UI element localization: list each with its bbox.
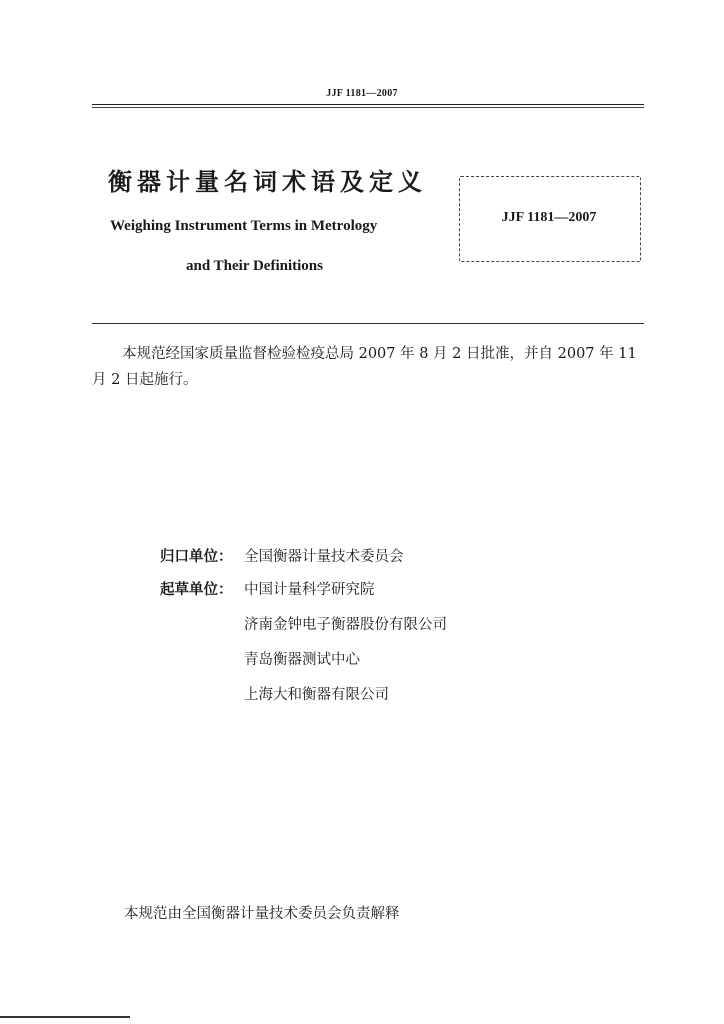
drafting-unit-item: 中国计量科学研究院 xyxy=(244,582,375,598)
approval-statement: 本规范经国家质量监督检验检疫总局 2007 年 8 月 2 日批准，并自 2007 年 11 月 2 日起施行。 xyxy=(92,346,637,388)
header-rule xyxy=(92,104,644,105)
drafting-unit-label: 起草单位： xyxy=(160,582,233,598)
drafting-unit-item: 济南金钟电子衡器股份有限公司 xyxy=(244,617,447,633)
interpretation-note: 本规范由全国衡器计量技术委员会负责解释 xyxy=(124,906,400,922)
title-chinese: 衡器计量名词术语及定义 xyxy=(108,168,427,196)
section-divider xyxy=(92,323,644,324)
drafting-unit-item: 上海大和衡器有限公司 xyxy=(244,687,389,703)
responsible-unit-value: 全国衡器计量技术委员会 xyxy=(244,549,404,565)
scan-edge-mark xyxy=(0,1016,130,1018)
title-english-line1: Weighing Instrument Terms in Metrology xyxy=(110,218,378,234)
responsible-unit-label: 归口单位： xyxy=(160,549,233,565)
standard-code-box-text: JJF 1181—2007 xyxy=(501,210,597,225)
title-english-line2: and Their Definitions xyxy=(186,258,323,274)
drafting-unit-item: 青岛衡器测试中心 xyxy=(244,652,360,668)
header-standard-code: JJF 1181—2007 xyxy=(326,88,398,99)
header-rule-thin xyxy=(92,107,644,108)
